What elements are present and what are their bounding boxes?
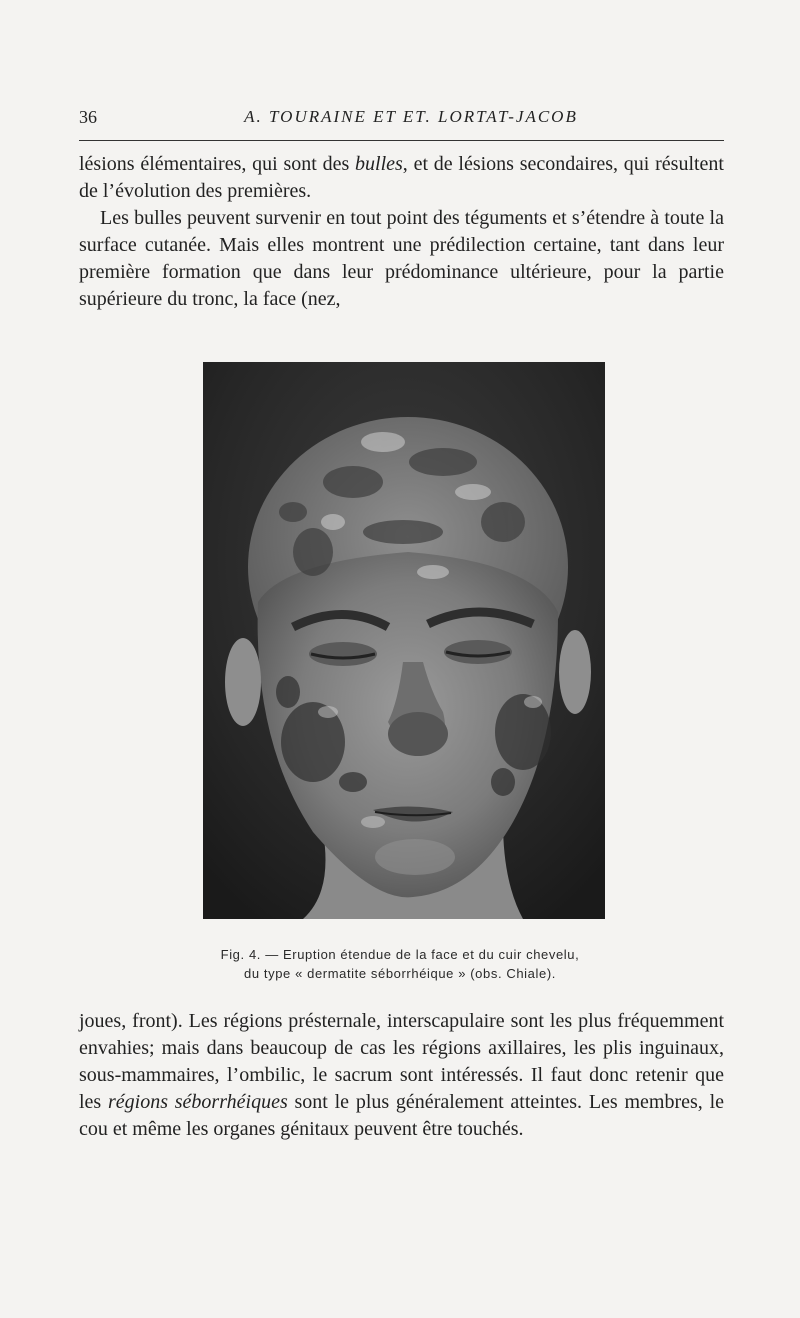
paragraph-2: Les bulles peuvent survenir en tout point des téguments et s’étendre à toute la surface cutanée. Mais elles montrent une prédilection certaine, tant dans leur première formation que dans leur prédominance ultérieure, pour la partie supérieure du tronc, la face (nez, (79, 207, 724, 310)
paragraph-1-text-a: lésions élémentaires, qui sont des (79, 153, 356, 175)
paragraph-1-text-b: , et de lésions secondaires, qui résultent de l’évolution des premières. (79, 153, 724, 202)
figure-photograph (203, 362, 605, 919)
header-rule (79, 140, 724, 141)
paragraph-3 (79, 1008, 724, 1143)
paragraph-3-emphasis: régions séborrhéiques (108, 1091, 288, 1113)
figure-caption (150, 945, 650, 983)
paragraph-1 (79, 151, 724, 205)
running-head (79, 104, 723, 130)
paragraph-3-text-a: joues, front). Les régions présternale, interscapulaire sont les plus fréquemment envahies; mais dans beaucoup de cas les régions axillaires, les plis inguinaux, sous-mammaires, l’ombilic, le sacrum sont intéressés. Il faut donc retenir que les (79, 1010, 724, 1113)
paragraph-1-emphasis: bulles (355, 153, 403, 175)
figure-caption-line-1: Fig. 4. — Eruption étendue de la face et du cuir chevelu, (220, 947, 580, 962)
patient-face-photo (203, 362, 605, 919)
paragraph-3-text-b: sont le plus généralement atteintes. Les membres, le cou et même les organes génitaux peuvent être touchés. (79, 1091, 724, 1140)
running-head-title: A. TOURAINE ET ET. LORTAT-JACOB (244, 107, 578, 126)
page-number: 36 (79, 107, 97, 127)
figure-caption-line-2: du type « dermatite séborrhéique » (obs. Chiale). (244, 966, 556, 981)
